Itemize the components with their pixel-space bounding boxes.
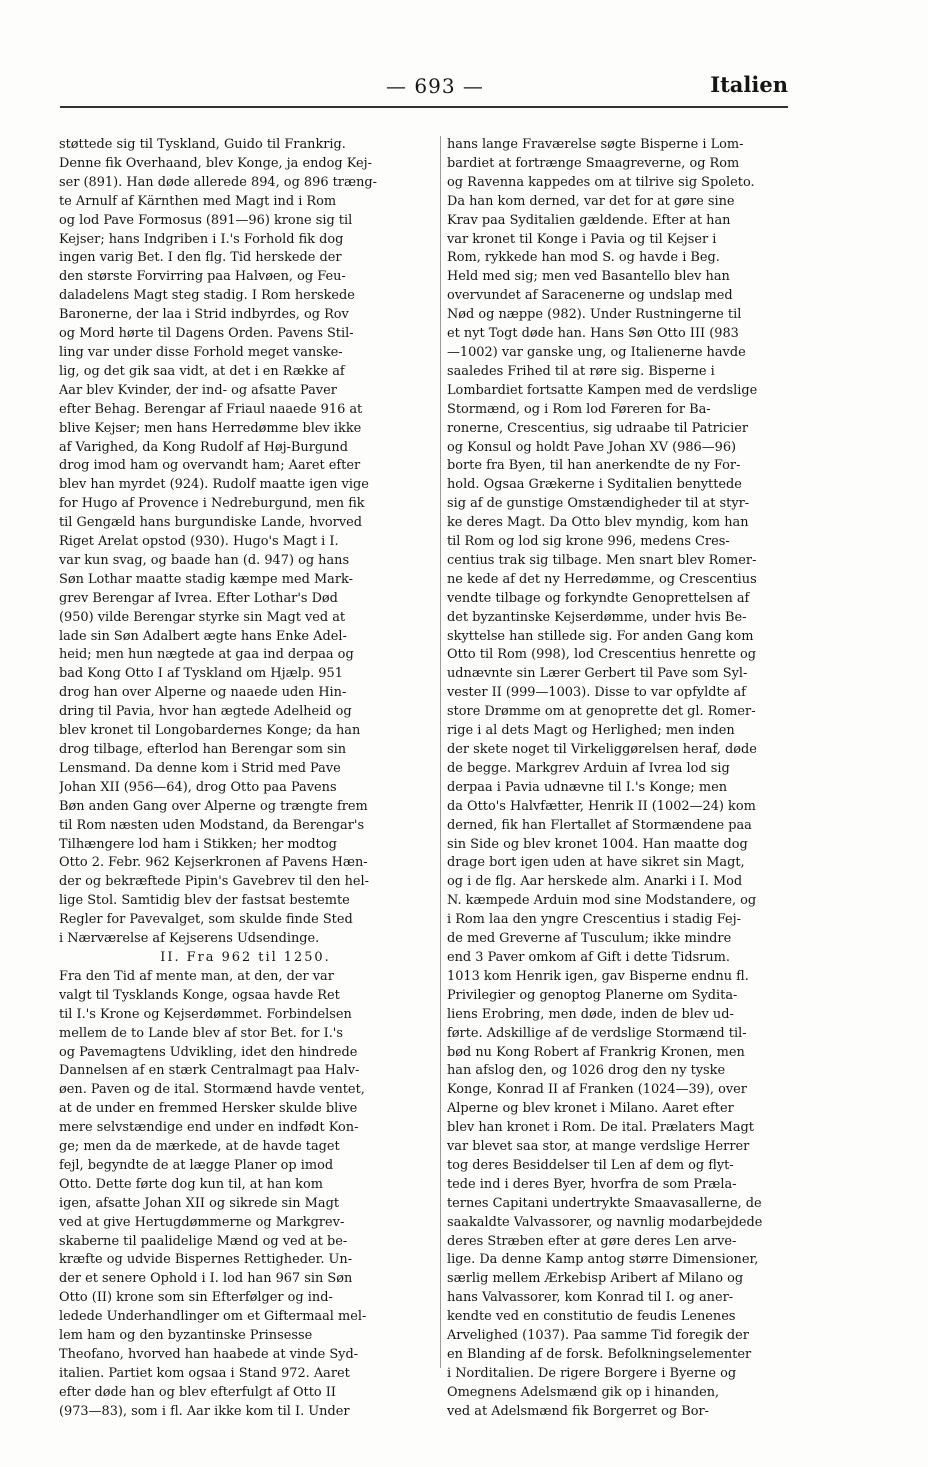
text-line: borte fra Byen, til han anerkendte de ny For- — [447, 458, 741, 474]
text-line: fejl, begyndte de at lægge Planer op imod — [59, 1157, 334, 1173]
text-line: da Otto's Halvfætter, Henrik II (1002—24) kom — [447, 798, 756, 814]
text-line: store Drømme om at genoprette det gl. Romer- — [447, 704, 756, 720]
running-head: Italien — [710, 72, 788, 97]
text-line: Otto (II) krone som sin Efterfølger og ind- — [59, 1290, 333, 1306]
text-line: Dannelsen af en stærk Centralmagt paa Halv- — [59, 1063, 360, 1079]
text-line: saakaldte Valvassorer, og navnlig modarbejdede — [447, 1214, 763, 1230]
text-line: der skete noget til Virkeliggørelsen heraf, døde — [447, 742, 757, 757]
text-line: blev kronet til Longobardernes Konge; da han — [59, 723, 361, 739]
text-line: Alperne og blev kronet i Milano. Aaret efter — [447, 1101, 734, 1117]
text-line: drog imod ham og overvandt ham; Aaret efter — [59, 458, 361, 474]
text-line: og Konsul og holdt Pave Johan XV (986—96) — [447, 439, 737, 455]
text-line: 1013 kom Henrik igen, gav Bisperne endnu fl. — [447, 968, 749, 984]
text-line: til Rom næsten uden Modstand, da Berengar's — [59, 817, 365, 833]
text-line: ternes Capitani undertrykte Smaavasallerne, de — [447, 1195, 762, 1211]
text-line: i Rom laa den yngre Crescentius i stadig Fej- — [447, 912, 741, 928]
text-line: særlig mellem Ærkebisp Aribert af Milano og — [447, 1271, 744, 1287]
text-line: af Varighed, da Kong Rudolf af Høj-Burgund — [59, 439, 348, 455]
text-line: Johan XII (956—64), drog Otto paa Pavens — [59, 779, 337, 795]
text-line: saaledes Frihed til at røre sig. Bisperne i — [447, 363, 715, 379]
text-line: vester II (999—1003). Disse to var opfyldte af — [447, 685, 746, 701]
text-line: Theofano, hvorved han haabede at vinde Syd- — [59, 1347, 359, 1362]
text-line: skyttelse han stillede sig. For anden Gang kom — [447, 628, 754, 644]
text-line: Riget Arelat opstod (930). Hugo's Magt i I. — [59, 534, 339, 550]
text-line: var kun svag, og baade han (d. 947) og hans — [59, 552, 350, 568]
page-number: — 693 — — [386, 74, 484, 98]
text-line: kræfte og udvide Bispernes Rettigheder. Un- — [59, 1252, 353, 1268]
text-line: lige. Da denne Kamp antog større Dimensioner, — [447, 1252, 759, 1268]
text-line: og lod Pave Formosus (891—96) krone sig til — [59, 212, 353, 228]
text-line: drog tilbage, efterlod han Berengar som sin — [59, 742, 347, 757]
text-line: Denne fik Overhaand, blev Konge, ja endog Kej- — [59, 155, 373, 171]
text-line: bad Kong Otto I af Tyskland om Hjælp. 951 — [59, 666, 343, 682]
text-line: udnævnte sin Lærer Gerbert til Pave som Syl- — [447, 666, 748, 682]
text-line: ved at Adelsmænd fik Borgerret og Bor- — [447, 1403, 710, 1419]
text-line: end 3 Paver omkom af Gift i dette Tidsrum. — [447, 949, 730, 965]
text-line: grev Berengar af Ivrea. Efter Lothar's Død — [59, 590, 338, 606]
text-line: heid; men hun nægtede at gaa ind derpaa og — [59, 647, 354, 663]
header-rule — [60, 106, 788, 108]
text-line: Stormænd, og i Rom lod Føreren for Ba- — [447, 401, 711, 417]
text-line: Baronerne, der laa i Strid indbyrdes, og Rov — [59, 307, 349, 323]
text-line: hold. Ogsaa Grækerne i Syditalien benyttede — [447, 477, 742, 493]
text-line: Bøn anden Gang over Alperne og trængte frem — [59, 798, 368, 814]
text-line: Krav paa Syditalien gældende. Efter at han — [447, 212, 731, 228]
text-line: Da han kom derned, var det for at gøre sine — [447, 193, 735, 209]
text-line: blev han kronet i Rom. De ital. Prælaters Magt — [447, 1120, 754, 1136]
text-line: N. kæmpede Arduin mod sine Modstandere, og — [447, 893, 757, 909]
text-line: de begge. Markgrev Arduin af Ivrea lod sig — [447, 760, 730, 776]
text-line: vendte tilbage og forkyndte Genoprettelsen af — [447, 590, 750, 606]
text-line: for Hugo af Provence i Nedreburgund, men fik — [59, 496, 365, 512]
text-line: deres Stræben efter at gøre deres Len arve- — [447, 1233, 737, 1249]
section-heading: II. Fra 962 til 1250. — [160, 949, 331, 965]
text-line: han afslog den, og 1026 drog den ny tyske — [447, 1063, 726, 1079]
text-line: ronerne, Crescentius, sig udraabe til Patricier — [447, 420, 749, 436]
text-line: Arvelighed (1037). Paa samme Tid foregik der — [447, 1328, 749, 1344]
column-divider — [440, 136, 441, 1368]
text-line: Konge, Konrad II af Franken (1024—39), over — [447, 1082, 747, 1098]
text-line: drog han over Alperne og naaede uden Hin- — [59, 685, 347, 701]
text-line: Omegnens Adelsmænd gik op i hinanden, — [447, 1384, 720, 1400]
text-line: Otto til Rom (998), lod Crescentius henrette og — [447, 647, 757, 663]
text-line: ling var under disse Forhold meget vanske- — [59, 344, 343, 360]
text-line: rige i al dets Magt og Herlighed; men inden — [447, 723, 735, 739]
text-line: ge; men da de mærkede, at de havde taget — [59, 1139, 340, 1155]
text-line: de med Greverne af Tusculum; ikke mindre — [447, 931, 732, 947]
text-line: (950) vilde Berengar styrke sin Magt ved at — [59, 609, 346, 625]
text-line: til Gengæld hans burgundiske Lande, hvorved — [59, 515, 362, 531]
text-line: Otto 2. Febr. 962 Kejserkronen af Pavens Hæn- — [59, 855, 368, 871]
text-line: efter Behag. Berengar af Friaul naaede 916 at — [59, 401, 363, 417]
text-line: sig af de gunstige Omstændigheder til at styr- — [447, 496, 750, 512]
text-line: og i de flg. Aar herskede alm. Anarki i I. Mod — [447, 874, 743, 890]
text-line: igen, afsatte Johan XII og sikrede sin Magt — [59, 1195, 339, 1211]
text-line: lem ham og den byzantinske Prinsesse — [59, 1328, 313, 1344]
text-line: øen. Paven og de ital. Stormænd havde ventet, — [59, 1082, 365, 1098]
text-line: lade sin Søn Adalbert ægte hans Enke Adel- — [59, 628, 347, 644]
text-line: et nyt Togt døde han. Hans Søn Otto III (983 — [447, 326, 739, 342]
text-line: derpaa i Pavia udnævne til I.'s Konge; men — [447, 779, 728, 795]
text-line: hans lange Fraværelse søgte Bisperne i Lom- — [447, 137, 744, 152]
text-line: Lombardiet fortsatte Kampen med de verdslige — [447, 382, 758, 398]
text-line: mere selvstændige end under en indfødt Kon- — [59, 1120, 359, 1136]
text-line: hans Valvassorer, kom Konrad til I. og aner- — [447, 1290, 734, 1306]
text-line: kendte ved en constitutio de feudis Lenenes — [447, 1309, 736, 1325]
text-line: overvundet af Saracenerne og undslap med — [447, 288, 733, 304]
text-line: der et senere Ophold i I. lod han 967 sin Søn — [59, 1271, 353, 1287]
text-line: at de under en fremmed Hersker skulde blive — [59, 1101, 358, 1117]
text-line: Kejser; hans Indgriben i I.'s Forhold fik dog — [59, 231, 344, 247]
text-line: mellem de to Lande blev af stor Bet. for I.'s — [59, 1025, 343, 1041]
left-column — [59, 136, 432, 1422]
text-line: ne kede af det ny Herredømme, og Crescentius — [447, 571, 757, 587]
text-line: Lensmand. Da denne kom i Strid med Pave — [59, 760, 341, 776]
text-line: tede ind i deres Byer, hvorfra de som Præla- — [447, 1176, 737, 1192]
text-line: var blevet saa stor, at mange verdslige Herrer — [447, 1139, 750, 1155]
text-line: derned, fik han Flertallet af Stormændene paa — [447, 817, 752, 833]
text-line: det byzantinske Kejserdømme, under hvis Be- — [447, 609, 747, 625]
text-line: støttede sig til Tyskland, Guido til Frankrig. — [59, 137, 346, 152]
text-line: Nød og næppe (982). Under Rustningerne til — [447, 307, 742, 323]
text-line: der og bekræftede Pipin's Gavebrev til den hel- — [59, 874, 370, 890]
text-line: sin Side og blev kronet 1004. Han maatte dog — [447, 836, 748, 852]
text-line: Held med sig; men ved Basantello blev han — [447, 269, 730, 285]
text-line: centius trak sig tilbage. Men snart blev Romer- — [447, 552, 757, 568]
text-line: Aar blev Kvinder, der ind- og afsatte Paver — [59, 382, 337, 398]
text-line: lige Stol. Samtidig blev der fastsat bestemte — [59, 893, 350, 909]
text-line: efter døde han og blev efterfulgt af Otto II — [59, 1384, 336, 1400]
text-line: i Nærværelse af Kejserens Udsendinge. — [59, 931, 320, 947]
text-line: (973—83), som i fl. Aar ikke kom til I. Under — [59, 1403, 350, 1419]
text-line: Regler for Pavevalget, som skulde finde Sted — [59, 912, 353, 928]
text-line: en Blanding af de forsk. Befolkningselementer — [447, 1347, 752, 1362]
text-line: Otto. Dette førte dog kun til, at han kom — [59, 1176, 323, 1192]
text-line: Søn Lothar maatte stadig kæmpe med Mark- — [59, 571, 353, 587]
text-line: skaberne til paalidelige Mænd og ved at be- — [59, 1233, 348, 1249]
text-line: Tilhængere lod ham i Stikken; her modtog — [59, 836, 337, 852]
text-line: i Norditalien. De rigere Borgere i Byerne og — [447, 1365, 737, 1381]
text-line: ingen varig Bet. I den flg. Tid herskede der — [59, 250, 342, 266]
text-line: liens Erobring, men døde, inden de blev ud- — [447, 1006, 734, 1022]
text-line: ved at give Hertugdømmerne og Markgrev- — [59, 1214, 345, 1230]
text-line: Rom, rykkede han mod S. og havde i Beg. — [447, 250, 720, 266]
text-line: italien. Partiet kom ogsaa i Stand 972. Aaret — [59, 1365, 350, 1381]
text-line: —1002) var ganske ung, og Italienerne havde — [447, 344, 746, 360]
text-line: blive Kejser; men hans Herredømme blev ikke — [59, 420, 362, 436]
text-line: og Mord hørte til Dagens Orden. Pavens Stil- — [59, 326, 354, 342]
text-line: bardiet at fortrænge Smaagreverne, og Rom — [447, 155, 740, 171]
text-line: valgt til Tysklands Konge, ogsaa havde Ret — [59, 987, 340, 1003]
right-column — [447, 136, 820, 1422]
text-line: dring til Pavia, hvor han ægtede Adelheid og — [59, 704, 352, 720]
text-line: lig, og det gik saa vidt, at det i en Række af — [59, 363, 345, 379]
text-line: daladelens Magt steg stadig. I Rom herskede — [59, 288, 355, 304]
text-line: var kronet til Konge i Pavia og til Kejser i — [447, 231, 717, 247]
text-line: Fra den Tid af mente man, at den, der var — [59, 968, 334, 984]
text-line: blev han myrdet (924). Rudolf maatte igen vige — [59, 477, 369, 493]
text-line: bød nu Kong Robert af Frankrig Kronen, men — [447, 1044, 745, 1060]
text-line: Privilegier og genoptog Planerne om Syditа- — [447, 987, 738, 1003]
text-line: og Ravenna kappedes om at tilrive sig Spoleto. — [447, 174, 755, 190]
text-line: og Pavemagtens Udvikling, idet den hindrede — [59, 1044, 358, 1060]
text-line: tog deres Besiddelser til Len af dem og flyt- — [447, 1157, 734, 1173]
text-line: til Rom og lod sig krone 996, medens Cres- — [447, 534, 730, 550]
text-line: til I.'s Krone og Kejserdømmet. Forbindelsen — [59, 1006, 352, 1022]
text-line: førte. Adskillige af de verdslige Stormænd til- — [447, 1025, 747, 1041]
text-line: ser (891). Han døde allerede 894, og 896 træng- — [59, 174, 377, 190]
text-line: ke deres Magt. Da Otto blev myndig, kom han — [447, 515, 749, 531]
text-line: drage bort igen uden at have sikret sin Magt, — [447, 855, 745, 871]
text-line: ledede Underhandlinger om et Giftermaal mel- — [59, 1309, 367, 1325]
text-line: den største Forvirring paa Halvøen, og Feu- — [59, 269, 346, 285]
text-line: te Arnulf af Kärnthen med Magt ind i Rom — [59, 193, 337, 209]
